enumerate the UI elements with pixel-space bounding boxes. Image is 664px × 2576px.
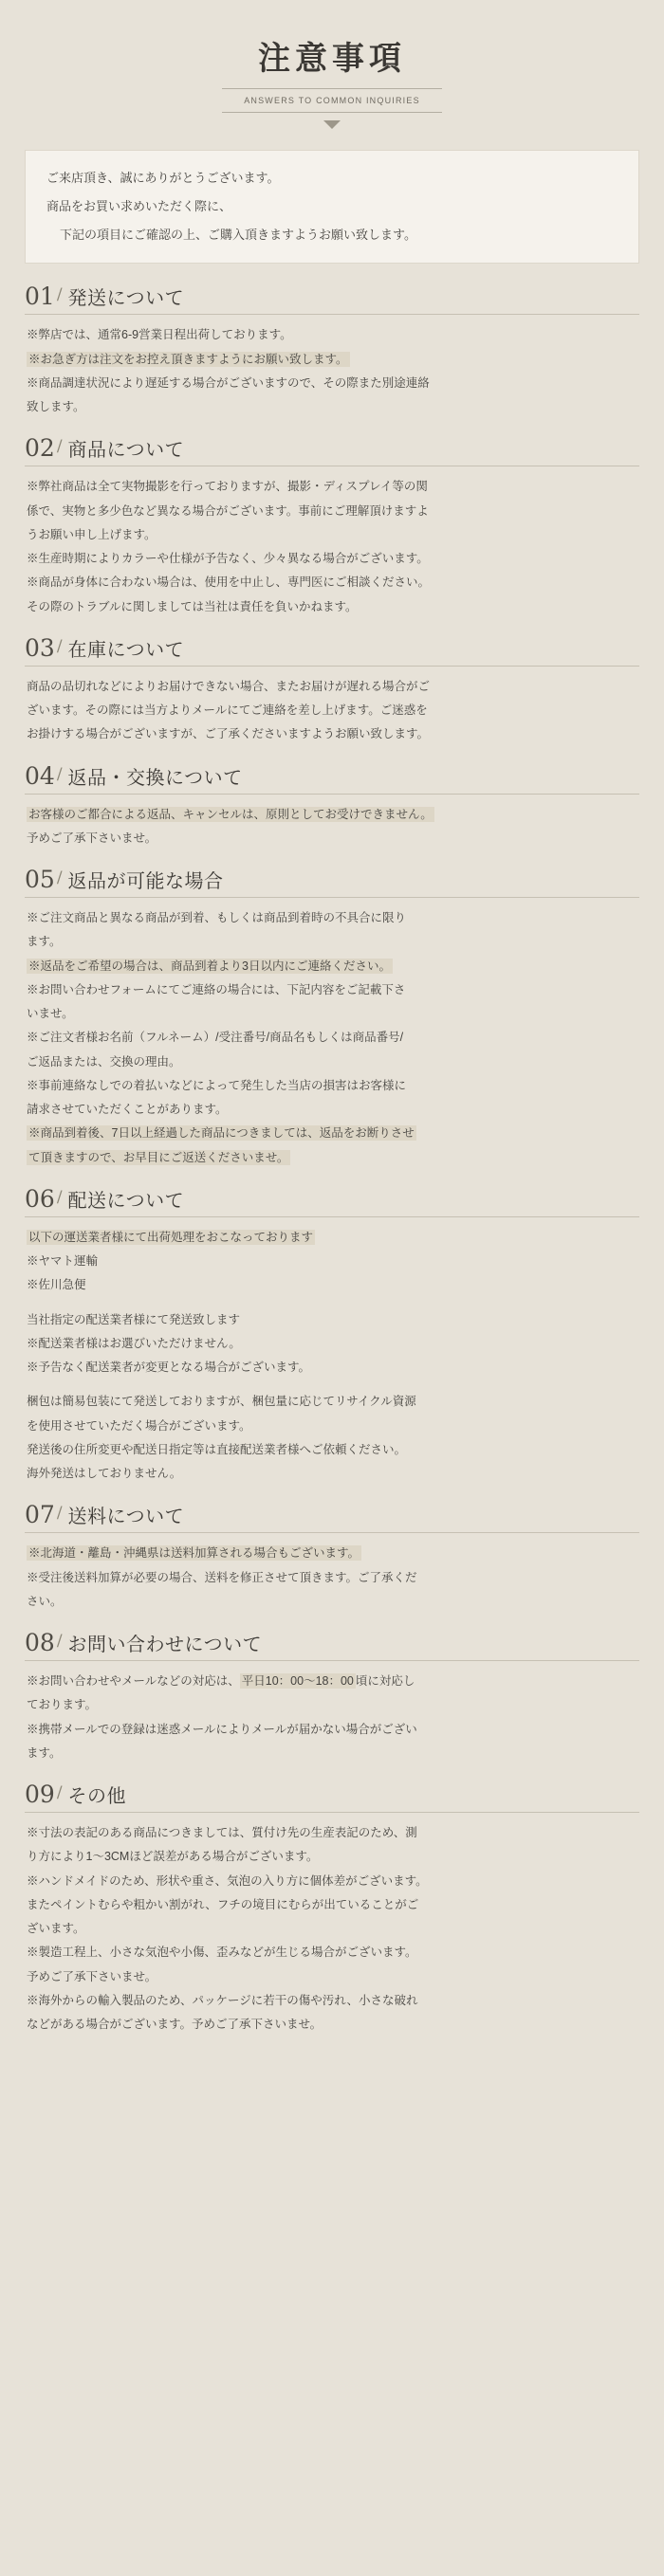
section-09 bbox=[25, 1782, 639, 2035]
section-heading bbox=[25, 1782, 639, 1813]
section-body bbox=[25, 804, 639, 850]
section-text-line: 海外発送はしておりません。 bbox=[27, 1467, 182, 1480]
highlighted-text: ※商品到着後、7日以上経過した商品につきましては、返品をお断りさせ bbox=[28, 1126, 415, 1141]
section-body bbox=[25, 676, 639, 745]
highlighted-text: ※お急ぎ方は注文をお控え頂きますようにお願い致します。 bbox=[28, 352, 348, 366]
down-arrow-icon bbox=[323, 120, 341, 129]
section-text-line bbox=[27, 349, 637, 370]
section-text-line: などがある場合がございます。予めご了承下さいませ。 bbox=[27, 2018, 323, 2031]
section-text-line bbox=[27, 1123, 637, 1143]
section-text-line bbox=[27, 956, 637, 977]
section-text-line: 商品の品切れなどによりお届けできない場合、またお届けが遅れる場合がご bbox=[27, 679, 431, 693]
section-body bbox=[25, 324, 639, 417]
section-body bbox=[25, 1671, 639, 1763]
section-text-line: ご返品または、交換の理由。 bbox=[27, 1054, 181, 1069]
section-07 bbox=[25, 1503, 639, 1612]
section-text-line: 係で、実物と多少色など異なる場合がございます。事前にご理解頂けますよ bbox=[27, 503, 429, 518]
section-text-line: ざいます。 bbox=[27, 1922, 85, 1935]
section-heading bbox=[25, 1503, 639, 1533]
highlighted-text: 以下の運送業者様にて出荷処理をおこなっております bbox=[28, 1230, 314, 1244]
section-text-line: ます。 bbox=[27, 935, 62, 949]
section-title: 配送について bbox=[67, 1188, 185, 1212]
section-slash-icon: / bbox=[56, 1632, 63, 1651]
section-text-line: ※お問い合わせフォームにてご連絡の場合には、下記内容をご記載下さ bbox=[27, 982, 406, 996]
section-text-line: ※製造工程上、小さな気泡や小傷、歪みなどが生じる場合がございます。 bbox=[27, 1946, 417, 1960]
section-text-line: ております。 bbox=[27, 1698, 98, 1712]
intro-line-1: ご来店頂き、誠にありがとうございます。 bbox=[46, 171, 280, 185]
intro-line-2: 商品をお買い求めいただく際に、 bbox=[46, 198, 232, 213]
section-text-line: いませ。 bbox=[27, 1007, 74, 1020]
section-heading bbox=[25, 868, 639, 898]
section-text-line: ※寸法の表記のある商品につきましては、質付け先の生産表記のため、測 bbox=[27, 1826, 417, 1839]
highlighted-text: お客様のご都合による返品、キャンセルは、原則としてお受けできません。 bbox=[28, 807, 433, 821]
section-text-line: ※受注後送料加算が必要の場合、送料を修正させて頂きます。ご了承くだ bbox=[27, 1570, 417, 1584]
section-text-line: 予めご了承下さいませ。 bbox=[27, 1969, 157, 1983]
section-body bbox=[25, 1822, 639, 2035]
section-text-line: 梱包は簡易包装にて発送しておりますが、梱包量に応じてリサイクル資源 bbox=[27, 1395, 416, 1409]
section-heading bbox=[25, 1184, 639, 1217]
section-text-line: ※佐川急便 bbox=[27, 1278, 86, 1292]
section-number: 03 bbox=[25, 633, 55, 662]
page-subtitle: ANSWERS TO COMMON INQUIRIES bbox=[244, 96, 420, 105]
section-text-line: ※ヤマト運輸 bbox=[27, 1254, 99, 1268]
page-header bbox=[0, 0, 664, 129]
section-slash-icon: / bbox=[56, 1783, 63, 1802]
section-number: 04 bbox=[25, 761, 55, 790]
section-slash-icon: / bbox=[56, 636, 63, 656]
section-text-line: ※ご注文者様お名前（フルネーム）/受注番号/商品名もしくは商品番号/ bbox=[27, 1031, 404, 1045]
section-text-line: ※ご注文商品と異なる商品が到着、もしくは商品到着時の不具合に限り bbox=[27, 911, 407, 924]
section-body bbox=[25, 1227, 639, 1485]
highlighted-text: 平日10：00～18：00 bbox=[241, 1674, 354, 1688]
section-text-line: その際のトラブルに関しましては当社は責任を負いかねます。 bbox=[27, 599, 358, 613]
section-text-line: うお願い申し上げます。 bbox=[27, 527, 157, 541]
section-slash-icon: / bbox=[56, 764, 63, 784]
section-text-line: 発送後の住所変更や配送日指定等は直接配送業者様へご依頼ください。 bbox=[27, 1442, 407, 1456]
section-text-line: ※事前連絡なしでの着払いなどによって発生した当店の損害はお客様に bbox=[27, 1078, 407, 1092]
section-text-line bbox=[27, 1543, 637, 1563]
section-04 bbox=[25, 761, 639, 850]
section-title: お問い合わせについて bbox=[67, 1633, 263, 1655]
section-05 bbox=[25, 868, 639, 1168]
section-text-line: またペイントむらや粗かい割がれ、フチの境目にむらが出ていることがご bbox=[27, 1897, 419, 1911]
section-body bbox=[25, 1543, 639, 1612]
section-text-line bbox=[27, 1147, 637, 1168]
section-number: 06 bbox=[25, 1184, 55, 1213]
header-divider-bottom bbox=[222, 112, 442, 113]
section-title: 在庫について bbox=[67, 637, 185, 661]
section-heading bbox=[25, 633, 639, 667]
section-heading bbox=[25, 761, 639, 795]
sections-container bbox=[25, 284, 639, 2035]
section-text-line: ※弊店では、通常6-9営業日程出荷しております。 bbox=[27, 328, 292, 342]
highlighted-text: ※北海道・離島・沖縄県は送料加算される場合もございます。 bbox=[28, 1546, 360, 1561]
section-number: 07 bbox=[25, 1501, 55, 1529]
section-number: 05 bbox=[25, 866, 55, 893]
section-text-line: り方により1～3CMほど誤差がある場合がございます。 bbox=[27, 1850, 319, 1864]
section-text-line: ます。 bbox=[27, 1745, 62, 1760]
page-title: 注意事項 bbox=[258, 40, 406, 78]
section-text-line: ※配送業者様はお選びいただけません。 bbox=[27, 1336, 241, 1350]
intro-line-3: 下記の項目にご確認の上、ご購入頂きますようお願い致します。 bbox=[60, 227, 416, 242]
section-title: その他 bbox=[67, 1784, 127, 1807]
section-text-line bbox=[27, 804, 637, 825]
section-06 bbox=[25, 1184, 639, 1485]
section-text-line bbox=[27, 1227, 637, 1248]
section-number: 08 bbox=[25, 1629, 55, 1656]
section-slash-icon: / bbox=[56, 868, 63, 887]
section-slash-icon: / bbox=[56, 437, 63, 457]
section-text-line: 当社指定の配送業者様にて発送致します bbox=[27, 1312, 241, 1326]
section-text-line: ※弊社商品は全て実物撮影を行っておりますが、撮影・ディスプレイ等の関 bbox=[27, 480, 428, 494]
section-text-line: ※海外からの輸入製品のため、パッケージに若干の傷や汚れ、小さな破れ bbox=[27, 1993, 418, 2007]
section-01 bbox=[25, 284, 639, 417]
section-text-line: ※生産時期によりカラーや仕様が予告なく、少々異なる場合がございます。 bbox=[27, 552, 429, 565]
section-text-line: 致します。 bbox=[27, 400, 85, 413]
section-text-line: ※商品が身体に合わない場合は、使用を中止し、専門医にご相談ください。 bbox=[27, 575, 431, 590]
section-02 bbox=[25, 436, 639, 617]
section-text-line: 請求させていただくことがあります。 bbox=[27, 1103, 228, 1116]
section-slash-icon: / bbox=[56, 285, 63, 305]
intro-box bbox=[25, 150, 639, 264]
section-number: 02 bbox=[25, 434, 55, 463]
section-text-line: ※携帯メールでの登録は迷惑メールによりメールが届かない場合がござい bbox=[27, 1722, 417, 1736]
section-text-line: ※予告なく配送業者が変更となる場合がございます。 bbox=[27, 1361, 311, 1374]
section-slash-icon: / bbox=[56, 1187, 63, 1207]
section-text-line: 予めご了承下さいませ。 bbox=[27, 831, 157, 845]
highlighted-text: ※返品をご希望の場合は、商品到着より3日以内にご連絡ください。 bbox=[28, 959, 391, 973]
section-title: 発送について bbox=[67, 286, 185, 310]
section-text-line: ざいます。その際には当方よりメールにてご連絡を差し上げます。ご迷惑を bbox=[27, 703, 428, 717]
section-body bbox=[25, 907, 639, 1168]
section-heading bbox=[25, 1631, 639, 1661]
section-body bbox=[25, 476, 639, 617]
section-text-line: ※お問い合わせやメールなどの対応は、 平日10：00～18：00 頃に対応し bbox=[27, 1674, 415, 1688]
section-number: 01 bbox=[25, 283, 55, 311]
section-title: 商品について bbox=[67, 438, 185, 462]
section-heading bbox=[25, 284, 639, 315]
section-title: 送料について bbox=[67, 1505, 185, 1528]
section-03 bbox=[25, 633, 639, 745]
section-title: 返品が可能な場合 bbox=[67, 869, 224, 892]
header-rule-group bbox=[222, 88, 442, 113]
section-text-line: お掛けする場合がございますが、ご了承くださいますようお願い致します。 bbox=[27, 727, 430, 741]
section-text-line: を使用させていただく場合がございます。 bbox=[27, 1418, 251, 1433]
section-title: 返品・交換について bbox=[67, 765, 243, 789]
section-text-line: ※ハンドメイドのため、形状や重さ、気泡の入り方に個体差がございます。 bbox=[27, 1873, 428, 1888]
section-heading bbox=[25, 436, 639, 466]
section-number: 09 bbox=[25, 1781, 55, 1808]
highlighted-text: て頂きますので、お早目にご返送くださいませ。 bbox=[28, 1150, 289, 1164]
section-slash-icon: / bbox=[56, 1504, 63, 1524]
section-text-line: ※商品調達状況により遅延する場合がございますので、その際また別途連絡 bbox=[27, 375, 430, 390]
section-text-line: さい。 bbox=[27, 1594, 63, 1608]
section-08 bbox=[25, 1631, 639, 1763]
